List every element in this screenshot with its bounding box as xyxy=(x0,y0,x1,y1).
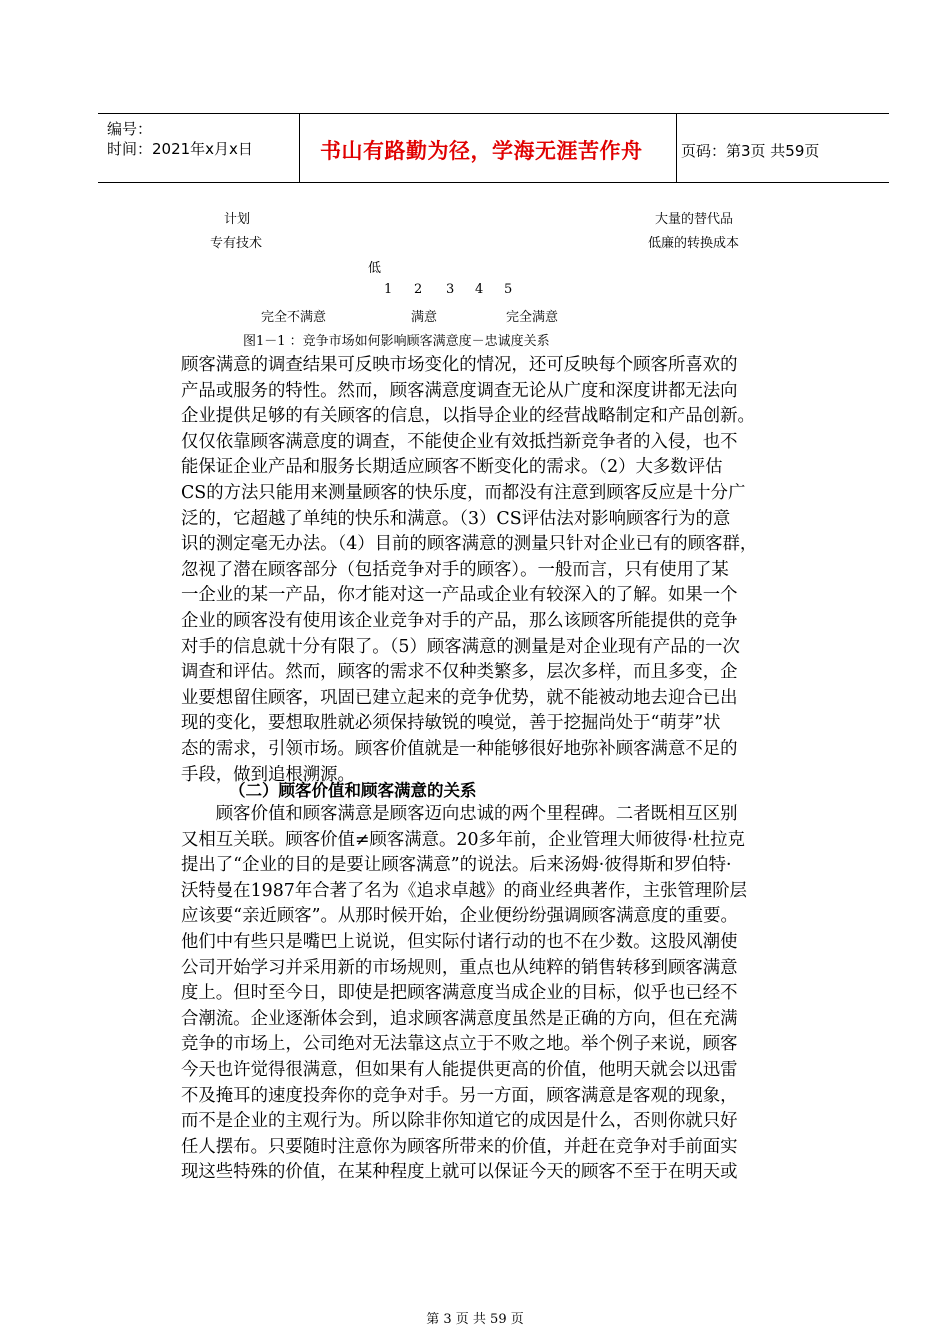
text-line: CS的方法只能用来测量顾客的快乐度，而都没有注意到顾客反应是十分广 xyxy=(181,482,746,503)
paragraph-1 xyxy=(181,353,817,788)
paragraph-2 xyxy=(181,802,817,1186)
document-header xyxy=(98,113,889,183)
scale-tick-3: 3 xyxy=(446,282,455,297)
figure-right-label-2: 低廉的转换成本 xyxy=(648,236,740,251)
text-line: 忽视了潜在顾客部分（包括竞争对手的顾客）。一般而言，只有使用了某 xyxy=(181,559,729,580)
text-line: 公司开始学习并采用新的市场规则，重点也从纯粹的销售转移到顾客满意 xyxy=(181,957,738,978)
text-line: 能保证企业产品和服务长期适应顾客不断变化的需求。（2）大多数评估 xyxy=(181,457,723,478)
number-label: 编号： xyxy=(107,120,153,138)
text-line: 提出了“企业的目的是要让顾客满意”的说法。后来汤姆·彼得斯和罗伯特· xyxy=(181,855,732,876)
scale-label-dissatisfied: 完全不满意 xyxy=(261,310,327,325)
text-line: 企业提供足够的有关顾客的信息，以指导企业的经营战略制定和产品创新。 xyxy=(181,406,755,427)
figure-right-label-1: 大量的替代品 xyxy=(655,212,734,227)
scale-label-satisfied: 满意 xyxy=(411,310,438,325)
text-line: 现这些特殊的价值，在某种程度上就可以保证今天的顾客不至于在明天或 xyxy=(181,1162,738,1183)
text-line: 调查和评估。然而，顾客的需求不仅种类繁多，层次多样，而且多变，企 xyxy=(181,662,738,683)
figure-caption: 图1－1 ：竞争市场如何影响顾客满意度－忠诚度关系 xyxy=(243,334,550,349)
text-line: 合潮流。企业逐渐体会到，追求顾客满意度虽然是正确的方向，但在充满 xyxy=(181,1008,738,1029)
text-line: 现的变化，要想取胜就必须保持敏锐的嗅觉，善于挖掘尚处于“萌芽”状 xyxy=(181,713,721,734)
text-line: 泛的，它超越了单纯的快乐和满意。（3）CS评估法对影响顾客行为的意 xyxy=(181,508,731,529)
text-line: 产品或服务的特性。然而，顾客满意度调查无论从广度和深度讲都无法向 xyxy=(181,380,738,401)
text-line: 任人摆布。只要随时注意你为顾客所带来的价值，并赶在竞争对手前面实 xyxy=(181,1136,738,1157)
figure-low-label: 低 xyxy=(368,261,382,276)
scale-label-fully-satisfied: 完全满意 xyxy=(506,310,559,325)
text-line: 一企业的某一产品，你才能对这一产品或企业有较深入的了解。如果一个 xyxy=(181,585,738,606)
section-heading: （二）顾客价值和顾客满意的关系 xyxy=(229,781,477,800)
text-line: 手段，做到追根溯源。 xyxy=(181,764,355,785)
text-line: 识的测定毫无办法。（4）目前的顾客满意的测量只针对企业已有的顾客群， xyxy=(181,534,758,555)
text-line: 应该要“亲近顾客”。从那时候开始，企业便纷纷强调顾客满意度的重要。 xyxy=(181,906,738,927)
page-code: 页码：第3页 共59页 xyxy=(681,142,820,160)
motto: 书山有路勤为径，学海无涯苦作舟 xyxy=(320,139,643,163)
text-line: 而不是企业的主观行为。所以除非你知道它的成因是什么，否则你就只好 xyxy=(181,1111,738,1132)
header-motto-cell xyxy=(300,114,677,182)
text-line: 对手的信息就十分有限了。（5）顾客满意的测量是对企业现有产品的一次 xyxy=(181,636,740,657)
time-label: 时间：2021年x月x日 xyxy=(107,140,253,158)
text-line: 业要想留住顾客，巩固已建立起来的竞争优势，就不能被动地去迎合已出 xyxy=(181,687,738,708)
text-line: 不及掩耳的速度投奔你的竞争对手。另一方面，顾客满意是客观的现象， xyxy=(181,1085,738,1106)
figure-left-label-1: 计划 xyxy=(224,212,251,227)
scale-tick-1: 1 xyxy=(384,282,393,297)
scale-tick-2: 2 xyxy=(414,282,423,297)
header-meta-cell xyxy=(98,114,300,182)
page-footer: 第 3 页 共 59 页 xyxy=(426,1312,524,1327)
scale-tick-5: 5 xyxy=(504,282,513,297)
figure-left-label-2: 专有技术 xyxy=(210,236,263,251)
text-line: 顾客价值和顾客满意是顾客迈向忠诚的两个里程碑。二者既相互区别 xyxy=(181,804,738,824)
text-line: 沃特曼在1987年合著了名为《追求卓越》的商业经典著作，主张管理阶层 xyxy=(181,880,747,901)
text-line: 度上。但时至今日，即使是把顾客满意度当成企业的目标，似乎也已经不 xyxy=(181,983,738,1004)
text-line: 顾客满意的调查结果可反映市场变化的情况，还可反映每个顾客所喜欢的 xyxy=(181,355,738,375)
text-line: 又相互关联。顾客价值≠顾客满意。20多年前，企业管理大师彼得·杜拉克 xyxy=(181,829,745,850)
text-line: 竞争的市场上，公司绝对无法靠这点立于不败之地。举个例子来说，顾客 xyxy=(181,1034,738,1055)
text-line: 今天也许觉得很满意，但如果有人能提供更高的价值，他明天就会以迅雷 xyxy=(181,1059,738,1080)
text-line: 仅仅依靠顾客满意度的调查，不能使企业有效抵挡新竞争者的入侵，也不 xyxy=(181,431,738,452)
text-line: 态的需求，引领市场。顾客价值就是一种能够很好地弥补顾客满意不足的 xyxy=(181,738,738,759)
text-line: 企业的顾客没有使用该企业竞争对手的产品，那么该顾客所能提供的竞争 xyxy=(181,610,738,631)
scale-tick-4: 4 xyxy=(475,282,484,297)
text-line: 他们中有些只是嘴巴上说说，但实际付诸行动的也不在少数。这股风潮使 xyxy=(181,931,738,952)
